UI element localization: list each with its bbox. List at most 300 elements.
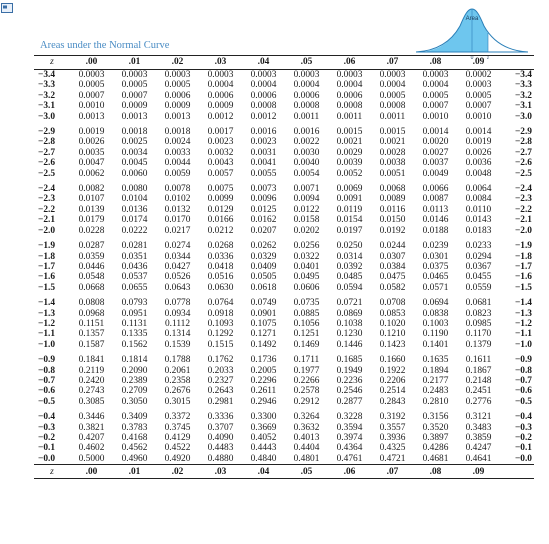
table-row <box>34 179 534 194</box>
table-cell: 0.1190 <box>422 329 449 340</box>
table-cell: 0.0031 <box>250 147 277 158</box>
row-z-label-right: −2.2 <box>514 204 532 215</box>
table-row <box>34 262 534 272</box>
table-cell: 0.0005 <box>78 80 105 91</box>
table-cell: 0.0006 <box>250 90 277 101</box>
table-cell: 0.4960 <box>121 453 148 464</box>
table-cell: 0.2578 <box>293 386 320 397</box>
row-z-label-right: −3.4 <box>514 70 532 80</box>
table-cell: 0.0059 <box>164 168 191 179</box>
table-cell: 0.0162 <box>250 215 277 226</box>
table-cell: 0.1867 <box>465 365 492 376</box>
table-cell: 0.0256 <box>293 241 320 252</box>
table-cell: 0.0301 <box>422 251 449 262</box>
footer-z-label: z <box>50 466 54 477</box>
table-cell: 0.0150 <box>379 215 406 226</box>
table-cell: 0.2877 <box>336 396 363 407</box>
table-cell: 0.0019 <box>78 127 105 138</box>
table-cell: 0.0537 <box>121 272 148 283</box>
table-cell: 0.3336 <box>207 412 234 423</box>
table-cell: 0.2810 <box>422 396 449 407</box>
row-z-label: −1.5 <box>38 282 56 293</box>
table-row <box>34 293 534 308</box>
table-cell: 0.1446 <box>336 339 363 350</box>
row-z-label-right: −1.6 <box>514 272 532 283</box>
table-cell: 0.0007 <box>465 101 492 112</box>
table-cell: 0.0054 <box>293 168 320 179</box>
table-cell: 0.0009 <box>207 101 234 112</box>
table-cell: 0.0475 <box>379 272 406 283</box>
table-cell: 0.0005 <box>465 90 492 101</box>
table-cell: 0.1814 <box>121 355 148 366</box>
table-cell: 0.0559 <box>465 282 492 293</box>
table-row <box>34 112 534 122</box>
table-cell: 0.0495 <box>293 272 320 283</box>
table-cell: 0.0778 <box>164 298 191 309</box>
table-cell: 0.4920 <box>164 453 191 464</box>
table-cell: 0.0064 <box>465 184 492 195</box>
table-cell: 0.0005 <box>379 90 406 101</box>
table-cell: 0.3707 <box>207 422 234 433</box>
row-z-label: −2.2 <box>38 204 56 215</box>
row-z-label-right: −0.2 <box>514 433 532 443</box>
table-cell: 0.0023 <box>207 137 234 148</box>
footer-col: .05 <box>300 466 313 477</box>
table-cell: 0.0099 <box>207 194 234 205</box>
row-z-label: −0.3 <box>38 422 56 433</box>
table-cell: 0.0139 <box>78 204 105 215</box>
table-cell: 0.1056 <box>293 318 320 329</box>
table-cell: 0.4364 <box>336 443 363 454</box>
table-cell: 0.0084 <box>465 194 492 205</box>
row-z-label: −3.1 <box>38 101 56 112</box>
table-cell: 0.1611 <box>465 355 492 366</box>
table-cell: 0.1841 <box>78 355 105 366</box>
table-cell: 0.0068 <box>379 184 406 195</box>
table-cell: 0.0336 <box>207 251 234 262</box>
row-z-label: −1.2 <box>38 318 56 329</box>
table-cell: 0.2420 <box>78 375 105 386</box>
table-cell: 0.0089 <box>379 194 406 205</box>
table-cell: 0.0051 <box>379 168 406 179</box>
row-z-label: −2.4 <box>38 184 56 195</box>
table-cell: 0.0029 <box>336 147 363 158</box>
table-cell: 0.1562 <box>121 339 148 350</box>
table-cell: 0.0146 <box>422 215 449 226</box>
table-cell: 0.0132 <box>164 204 191 215</box>
table-cell: 0.0222 <box>121 225 148 236</box>
table-cell: 0.1210 <box>379 329 406 340</box>
table-cell: 0.3156 <box>422 412 449 423</box>
table-cell: 0.0154 <box>336 215 363 226</box>
table-cell: 0.1894 <box>422 365 449 376</box>
table-cell: 0.0008 <box>250 101 277 112</box>
row-z-label-right: −2.6 <box>514 158 532 169</box>
row-z-label: −2.7 <box>38 147 56 158</box>
table-cell: 0.0004 <box>379 80 406 91</box>
table-row <box>34 319 534 329</box>
table-cell: 0.0044 <box>164 158 191 169</box>
row-z-label: −1.9 <box>38 241 56 252</box>
table-cell: 0.0401 <box>293 261 320 272</box>
table-row <box>34 309 534 319</box>
table-cell: 0.3372 <box>164 412 191 423</box>
table-cell: 0.0033 <box>164 147 191 158</box>
table-cell: 0.3264 <box>293 412 320 423</box>
table-cell: 0.0197 <box>336 225 363 236</box>
table-cell: 0.0505 <box>250 272 277 283</box>
table-cell: 0.3974 <box>336 433 363 443</box>
row-z-label-right: −0.5 <box>514 396 532 407</box>
table-cell: 0.0170 <box>164 215 191 226</box>
table-cell: 0.1922 <box>379 365 406 376</box>
table-cell: 0.2119 <box>78 365 105 376</box>
table-cell: 0.0668 <box>78 282 105 293</box>
table-cell: 0.0015 <box>379 127 406 138</box>
table-cell: 0.0409 <box>250 261 277 272</box>
row-z-label: −2.3 <box>38 194 56 205</box>
table-cell: 0.0104 <box>121 194 148 205</box>
row-z-label: −2.8 <box>38 137 56 148</box>
table-cell: 0.4602 <box>78 443 105 454</box>
row-z-label-right: −3.1 <box>514 101 532 112</box>
table-cell: 0.0003 <box>207 70 234 80</box>
table-cell: 0.0005 <box>121 80 148 91</box>
row-z-label: −1.7 <box>38 261 56 272</box>
table-cell: 0.4207 <box>78 433 105 443</box>
table-cell: 0.0003 <box>121 70 148 80</box>
table-cell: 0.0418 <box>207 261 234 272</box>
row-z-label-right: −2.4 <box>514 184 532 195</box>
row-z-label-right: −0.6 <box>514 386 532 397</box>
row-z-label: −1.4 <box>38 298 56 309</box>
table-cell: 0.0375 <box>422 261 449 272</box>
table-cell: 0.0004 <box>422 80 449 91</box>
table-cell: 0.0010 <box>422 111 449 122</box>
table-cell: 0.0183 <box>465 225 492 236</box>
table-cell: 0.0032 <box>207 147 234 158</box>
table-cell: 0.0082 <box>78 184 105 195</box>
row-z-label: −1.1 <box>38 329 56 340</box>
table-cell: 0.2005 <box>250 365 277 376</box>
table-row <box>34 329 534 339</box>
table-cell: 0.0008 <box>379 101 406 112</box>
table-cell: 0.0250 <box>336 241 363 252</box>
table-cell: 0.0062 <box>78 168 105 179</box>
table-cell: 0.2912 <box>293 396 320 407</box>
footer-col: .02 <box>171 466 184 477</box>
table-cell: 0.0002 <box>465 70 492 80</box>
table-cell: 0.0122 <box>293 204 320 215</box>
table-cell: 0.0011 <box>379 111 406 122</box>
table-row <box>34 194 534 204</box>
table-cell: 0.0107 <box>78 194 105 205</box>
table-cell: 0.2358 <box>164 375 191 386</box>
row-z-label-right: −2.3 <box>514 194 532 205</box>
row-z-label: −1.3 <box>38 308 56 319</box>
table-cell: 0.0055 <box>250 168 277 179</box>
zero-label: 0 <box>470 55 474 60</box>
row-z-label-right: −3.0 <box>514 111 532 122</box>
table-cell: 0.0314 <box>336 251 363 262</box>
row-z-label: −0.5 <box>38 396 56 407</box>
table-cell: 0.0721 <box>336 298 363 309</box>
table-body <box>34 70 534 465</box>
table-cell: 0.0985 <box>465 318 492 329</box>
table-cell: 0.4522 <box>164 443 191 454</box>
table-cell: 0.0013 <box>121 111 148 122</box>
table-cell: 0.0003 <box>250 70 277 80</box>
table-cell: 0.0853 <box>379 308 406 319</box>
table-cell: 0.0013 <box>78 111 105 122</box>
table-cell: 0.2643 <box>207 386 234 397</box>
table-cell: 0.0516 <box>207 272 234 283</box>
table-cell: 0.0013 <box>164 111 191 122</box>
header-col: .04 <box>257 57 270 68</box>
row-z-label-right: −0.7 <box>514 375 532 386</box>
table-cell: 0.1587 <box>78 339 105 350</box>
row-z-label-right: −2.9 <box>514 127 532 138</box>
table-cell: 0.1251 <box>293 329 320 340</box>
table-cell: 0.4168 <box>121 433 148 443</box>
row-z-label: −1.8 <box>38 251 56 262</box>
table-cell: 0.2776 <box>465 396 492 407</box>
row-z-label: −0.1 <box>38 443 56 454</box>
table-cell: 0.0080 <box>121 184 148 195</box>
table-cell: 0.0004 <box>336 80 363 91</box>
table-cell: 0.0049 <box>422 168 449 179</box>
table-cell: 0.0212 <box>207 225 234 236</box>
table-cell: 0.3409 <box>121 412 148 423</box>
table-cell: 0.0322 <box>293 251 320 262</box>
table-cell: 0.4840 <box>250 453 277 464</box>
table-cell: 0.1271 <box>250 329 277 340</box>
table-caption: Areas under the Normal Curve <box>40 40 170 51</box>
row-z-label-right: −1.8 <box>514 251 532 262</box>
table-cell: 0.2061 <box>164 365 191 376</box>
table-cell: 0.3594 <box>336 422 363 433</box>
table-cell: 0.1515 <box>207 339 234 350</box>
table-cell: 0.0735 <box>293 298 320 309</box>
table-cell: 0.0071 <box>293 184 320 195</box>
table-cell: 0.0838 <box>422 308 449 319</box>
table-row <box>34 70 534 81</box>
table-cell: 0.0028 <box>379 147 406 158</box>
table-cell: 0.0094 <box>293 194 320 205</box>
z-axis-label: z <box>487 56 489 60</box>
row-z-label: −0.4 <box>38 412 56 423</box>
table-cell: 0.0158 <box>293 215 320 226</box>
table-cell: 0.3300 <box>250 412 277 423</box>
table-cell: 0.0030 <box>293 147 320 158</box>
table-cell: 0.4880 <box>207 453 234 464</box>
table-cell: 0.4681 <box>422 453 449 464</box>
table-cell: 0.0023 <box>250 137 277 148</box>
table-cell: 0.0006 <box>336 90 363 101</box>
table-row <box>34 226 534 236</box>
row-z-label-right: −3.2 <box>514 90 532 101</box>
table-cell: 0.0011 <box>293 111 320 122</box>
table-cell: 0.0166 <box>207 215 234 226</box>
table-row <box>34 236 534 251</box>
table-cell: 0.1003 <box>422 318 449 329</box>
table-cell: 0.3557 <box>379 422 406 433</box>
table-cell: 0.2611 <box>250 386 277 397</box>
table-cell: 0.0027 <box>422 147 449 158</box>
table-cell: 0.0003 <box>422 70 449 80</box>
table-cell: 0.4404 <box>293 443 320 454</box>
table-cell: 0.3745 <box>164 422 191 433</box>
table-cell: 0.0004 <box>293 80 320 91</box>
row-z-label: −3.4 <box>38 70 56 80</box>
table-cell: 0.0239 <box>422 241 449 252</box>
table-cell: 0.0096 <box>250 194 277 205</box>
table-cell: 0.0012 <box>250 111 277 122</box>
table-cell: 0.0174 <box>121 215 148 226</box>
table-row <box>34 366 534 376</box>
row-z-label-right: −2.8 <box>514 137 532 148</box>
table-cell: 0.0006 <box>207 90 234 101</box>
table-cell: 0.2546 <box>336 386 363 397</box>
table-cell: 0.0934 <box>164 308 191 319</box>
table-cell: 0.0110 <box>465 204 492 215</box>
table-cell: 0.1151 <box>78 318 105 329</box>
table-row <box>34 215 534 225</box>
table-cell: 0.3050 <box>121 396 148 407</box>
table-cell: 0.0344 <box>164 251 191 262</box>
table-cell: 0.0016 <box>250 127 277 138</box>
table-cell: 0.0012 <box>207 111 234 122</box>
table-cell: 0.0008 <box>336 101 363 112</box>
table-cell: 0.0007 <box>78 90 105 101</box>
footer-col: .01 <box>128 466 141 477</box>
table-cell: 0.0630 <box>207 282 234 293</box>
footer-col: .06 <box>343 466 356 477</box>
table-cell: 0.4052 <box>250 433 277 443</box>
row-z-label-right: −3.3 <box>514 80 532 91</box>
table-cell: 0.2327 <box>207 375 234 386</box>
table-cell: 0.3121 <box>465 412 492 423</box>
row-z-label: −0.0 <box>38 453 56 464</box>
table-cell: 0.1020 <box>379 318 406 329</box>
row-z-label: −1.6 <box>38 272 56 283</box>
table-cell: 0.0078 <box>164 184 191 195</box>
table-cell: 0.4761 <box>336 453 363 464</box>
table-cell: 0.0582 <box>379 282 406 293</box>
table-cell: 0.3085 <box>78 396 105 407</box>
row-z-label: −2.5 <box>38 168 56 179</box>
table-cell: 0.0179 <box>78 215 105 226</box>
row-z-label: −2.0 <box>38 225 56 236</box>
table-cell: 0.0307 <box>379 251 406 262</box>
table-cell: 0.2743 <box>78 386 105 397</box>
table-cell: 0.0594 <box>336 282 363 293</box>
table-cell: 0.0066 <box>422 184 449 195</box>
row-z-label-right: −2.1 <box>514 215 532 226</box>
table-cell: 0.3936 <box>379 433 406 443</box>
table-cell: 0.0075 <box>207 184 234 195</box>
row-z-label: −2.9 <box>38 127 56 138</box>
table-cell: 0.0043 <box>207 158 234 169</box>
row-z-label: −3.0 <box>38 111 56 122</box>
table-cell: 0.0025 <box>121 137 148 148</box>
table-cell: 0.1112 <box>164 318 191 329</box>
table-cell: 0.0014 <box>422 127 449 138</box>
table-cell: 0.0367 <box>465 261 492 272</box>
table-cell: 0.2483 <box>422 386 449 397</box>
table-cell: 0.0392 <box>336 261 363 272</box>
table-cell: 0.0024 <box>164 137 191 148</box>
row-z-label: −0.2 <box>38 433 56 443</box>
table-cell: 0.0228 <box>78 225 105 236</box>
table-cell: 0.3483 <box>465 422 492 433</box>
table-cell: 0.0011 <box>336 111 363 122</box>
row-z-label-right: −0.3 <box>514 422 532 433</box>
row-z-label-right: −1.2 <box>514 318 532 329</box>
table-cell: 0.0048 <box>465 168 492 179</box>
table-cell: 0.4562 <box>121 443 148 454</box>
table-cell: 0.0007 <box>121 90 148 101</box>
table-cell: 0.0018 <box>164 127 191 138</box>
table-cell: 0.4090 <box>207 433 234 443</box>
table-cell: 0.1762 <box>207 355 234 366</box>
table-cell: 0.0037 <box>422 158 449 169</box>
row-z-label-right: −0.4 <box>514 412 532 423</box>
table-cell: 0.0005 <box>422 90 449 101</box>
footer-col: .07 <box>386 466 399 477</box>
row-z-label: −0.8 <box>38 365 56 376</box>
table-cell: 0.4247 <box>465 443 492 454</box>
header-col: .00 <box>85 57 98 68</box>
row-z-label: −3.2 <box>38 90 56 101</box>
table-cell: 0.0359 <box>78 251 105 262</box>
table-cell: 0.0951 <box>121 308 148 319</box>
footer-col: .00 <box>85 466 98 477</box>
table-cell: 0.0188 <box>422 225 449 236</box>
table-cell: 0.0125 <box>250 204 277 215</box>
table-row <box>34 397 534 407</box>
table-cell: 0.3821 <box>78 422 105 433</box>
table-row <box>34 423 534 433</box>
table-cell: 0.0129 <box>207 204 234 215</box>
footer-col: .03 <box>214 466 227 477</box>
table-row <box>34 433 534 443</box>
table-cell: 0.2236 <box>336 375 363 386</box>
table-cell: 0.0968 <box>78 308 105 319</box>
table-row <box>34 283 534 293</box>
table-cell: 0.0136 <box>121 204 148 215</box>
header-col: .05 <box>300 57 313 68</box>
row-z-label-right: −1.1 <box>514 329 532 340</box>
table-cell: 0.2946 <box>250 396 277 407</box>
table-cell: 0.1492 <box>250 339 277 350</box>
table-cell: 0.1635 <box>422 355 449 366</box>
table-cell: 0.1423 <box>379 339 406 350</box>
table-cell: 0.3783 <box>121 422 148 433</box>
row-z-label-right: −0.0 <box>514 453 532 464</box>
row-z-label-right: −2.5 <box>514 168 532 179</box>
table-cell: 0.0643 <box>164 282 191 293</box>
table-cell: 0.0052 <box>336 168 363 179</box>
table-cell: 0.0436 <box>121 261 148 272</box>
table-cell: 0.4286 <box>422 443 449 454</box>
table-cell: 0.0606 <box>293 282 320 293</box>
table-cell: 0.0036 <box>465 158 492 169</box>
table-cell: 0.0016 <box>293 127 320 138</box>
table-row <box>34 376 534 386</box>
table-row <box>34 407 534 422</box>
row-z-label: −2.1 <box>38 215 56 226</box>
